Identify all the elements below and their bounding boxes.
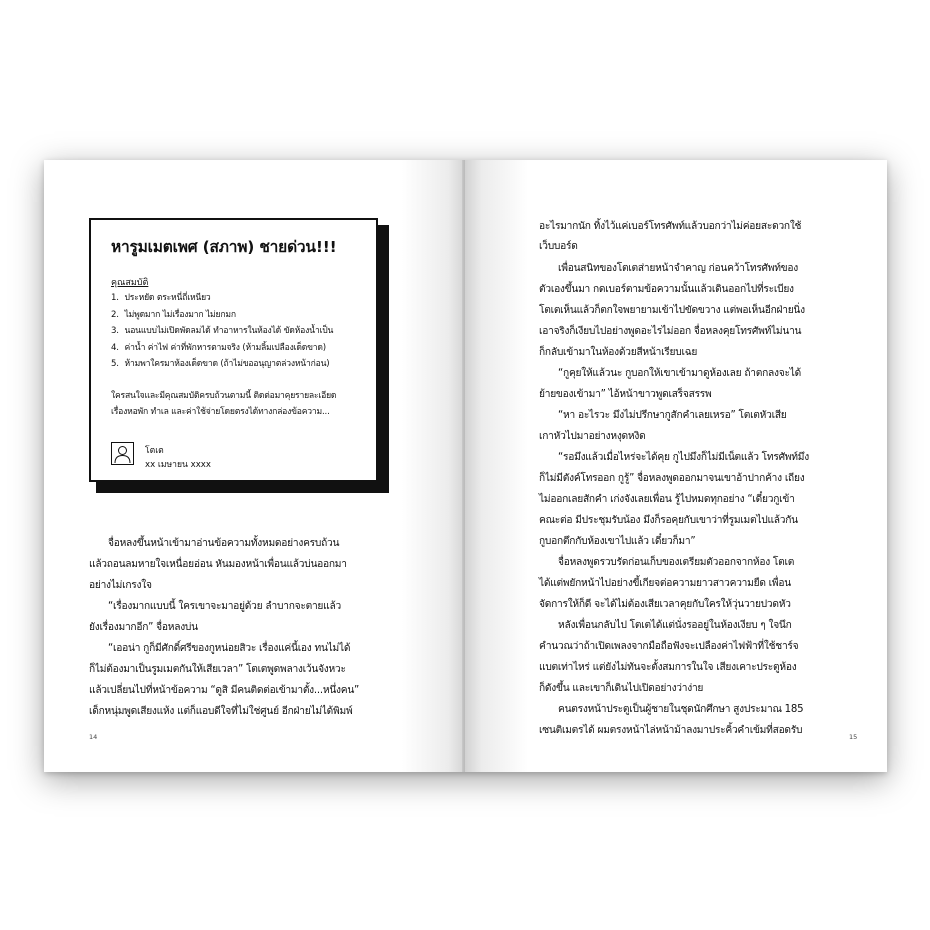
text-line: เซนติเมตรได้ ผมตรงหน้าไล่หน้าม้าลงมาประคิ้วคำเข้มที่สอดรับ <box>539 725 803 736</box>
ad-box <box>89 218 378 482</box>
text-line: ตัวเองขึ้นมา กดเบอร์ตามข้อความนั้นแล้วเดินออกไปที่ระเบียง <box>539 284 794 295</box>
text-line: ก็ไม่ต้องมาเป็นรูมเมตกันให้เสียเวลา” โตเตพูดพลางเว้นจังหวะ <box>89 664 346 675</box>
text-line: แล้วเปลี่ยนไปที่หน้าข้อความ “ดูสิ มีคนติดต่อเข้ามาตั้ง...หนึ่งคน” <box>89 685 360 696</box>
qualification-number: 1. <box>111 293 119 303</box>
text-line: จื่อหลงพูดรวบรัดก่อนเก็บของเตรียมตัวออกจากห้อง โตเต <box>558 557 795 568</box>
qualification-text: ห้ามพาใครมาห้องเด็ดขาด (ถ้าไม่ขออนุญาตล่วงหน้าก่อน) <box>124 359 330 369</box>
ad-contact-line: เรื่องหอพัก ทำเล และค่าใช้จ่ายโดยตรงได้ทางกล่องข้อความ... <box>111 407 330 417</box>
qualification-text: ประหยัด ตระหนี่ถี่เหนียว <box>124 293 211 303</box>
text-line: “เรื่องมากแบบนี้ ใครเขาจะมาอยู่ด้วย ลำบากจะตายแล้ว <box>108 601 341 612</box>
qualification-number: 5. <box>111 359 119 369</box>
qualification-text: ไม่พูดมาก ไม่เรื่องมาก ไม่ยกมก <box>124 309 236 320</box>
user-icon <box>112 443 133 464</box>
qualification-item <box>111 307 333 324</box>
qualification-item <box>111 323 333 340</box>
text-line: ก็ไม่มีตังค์โทรออก กูรู้” จื่อหลงพูดออกมาจนเขาอ้าปากค้าง เถียง <box>539 473 805 484</box>
text-line: อะไรมากนัก ทิ้งไว้แค่เบอร์โทรศัพท์แล้วบอกว่าไม่ค่อยสะดวกใช้ <box>539 221 802 232</box>
signature-name: โตเต <box>145 446 164 456</box>
text-line: ได้แต่พยักหน้าไปอย่างขี้เกียจต่อความยาวสาวความยืด เพื่อน <box>539 578 791 589</box>
text-line: ไม่ออกเลยสักคำ เก่งจังเลยเพื่อน รู้ไปหมดทุกอย่าง “เดี๋ยวกูเข้า <box>539 494 795 505</box>
text-line: คำนวณว่าถ้าเปิดเพลงจากมือถือฟังจะเปลืองค่าไฟฟ้าที่ใช้ชาร์จ <box>539 641 799 652</box>
qualification-item <box>111 356 333 373</box>
text-line: ยังเรื่องมากอีก” จื่อหลงบ่น <box>89 622 198 633</box>
qualifications-heading: คุณสมบัติ <box>111 278 149 288</box>
qualifications-list <box>111 290 333 373</box>
text-line: เกาหัวไปมาอย่างหงุดหงิด <box>539 431 646 442</box>
text-line: ย้ายของเข้ามา” ไอ้หน้าขาวพูดเสร็จสรรพ <box>539 389 712 400</box>
qualification-text: นอนแบบไม่เปิดพัดลมได้ ทำอาหารในห้องได้ ขัดห้องน้ำเป็น <box>124 326 334 336</box>
qualification-number: 4. <box>111 342 119 353</box>
page-number: 14 <box>89 733 98 741</box>
text-line: หลังเพื่อนกลับไป โตเตได้แต่นั่งรออยู่ในห้องเงียบ ๆ ใจนึก <box>558 620 792 631</box>
ad-contact-text <box>111 388 371 420</box>
text-line: จัดการให้ก็ดี จะได้ไม่ต้องเสียเวลาคุยกับใครให้วุ่นวายปวดหัว <box>539 599 791 610</box>
text-line: คณะต่อ มีประชุมรับน้อง มึงก็รอคุยกับเขาว่าที่รูมเมตไปแล้วกัน <box>539 515 798 526</box>
text-line: เอาจริงก็เงียบไปอย่างพูดอะไรไม่ออก จื่อหลงคุยโทรศัพท์ไม่นาน <box>539 326 802 337</box>
qualification-number: 2. <box>111 309 119 320</box>
qualification-item <box>111 340 333 357</box>
text-line: จื่อหลงขึ้นหน้าเข้ามาอ่านข้อความทั้งหมดอย่างครบถ้วน <box>108 538 340 549</box>
avatar <box>111 442 134 465</box>
text-line: “รอมึงแล้วเมื่อไหร่จะได้คุย กูไปมึงก็ไม่มีเน็ตแล้ว โทรศัพท์มึง <box>558 452 809 463</box>
ad-title: หารูมเมตเพศ (สภาพ) ชายด่วน!!! <box>111 238 337 256</box>
page-number: 15 <box>849 733 858 741</box>
text-line: “หา อะไรวะ มึงไม่ปรึกษากูสักคำเลยเหรอ” โตเตหัวเสีย <box>558 410 787 421</box>
text-line: ก็กลับเข้ามาในห้องด้วยสีหน้าเรียบเฉย <box>539 347 698 358</box>
left-page <box>44 160 465 772</box>
book-spread <box>44 160 887 772</box>
text-line: เด็กหนุ่มพูดเสียงแห้ง แต่ก็แอบดีใจที่ไม่ใช่ศูนย์ อีกฝ่ายไม่ได้พิมพ์ <box>89 706 353 717</box>
text-line: แบตเท่าไหร่ แต่ยังไม่ทันจะตั้งสมการในใจ เสียงเคาะประตูห้อง <box>539 662 797 673</box>
text-line: กูบอกตึกกับห้องเขาไปแล้ว เดี๋ยวก็มา” <box>539 536 696 547</box>
text-line: แล้วถอนลมหายใจเหนื่อยอ่อน หันมองหน้าเพื่อนแล้วบ่นออกมา <box>89 559 347 570</box>
text-line: เพื่อนสนิทของโตเตส่ายหน้าจำคาญ ก่อนคว้าโทรศัพท์ของ <box>558 263 798 274</box>
right-page <box>465 160 887 772</box>
text-line: โตเตเห็นแล้วก็ตกใจพยายามเข้าไปขัดขวาง แต่พอเห็นอีกฝ่ายนิ่ง <box>539 305 805 316</box>
text-line: คนตรงหน้าประตูเป็นผู้ชายในชุดนักศึกษา สูงประมาณ 185 <box>558 704 804 715</box>
qualification-item <box>111 290 333 307</box>
text-line: เว็บบอร์ด <box>539 241 578 252</box>
qualification-number: 3. <box>111 326 119 336</box>
text-line: “กูคุยให้แล้วนะ กูบอกให้เขาเข้ามาดูห้องเลย ถ้าตกลงจะได้ <box>558 368 801 379</box>
qualification-text: ค่าน้ำ ค่าไฟ ค่าที่พักหารตามจริง (ห้ามลิ้มเปลืองเด็ดขาด) <box>124 342 326 353</box>
text-line: อย่างไม่เกรงใจ <box>89 580 152 591</box>
signature-date: xx เมษายน xxxx <box>145 460 211 470</box>
text-line: “เออน่า กูก็มีศักดิ์ศรีของกูหน่อยสิวะ เรื่องแค่นี้เอง ทนไม่ได้ <box>108 643 351 654</box>
ad-contact-line: ใครสนใจและมีคุณสมบัติครบถ้วนตามนี้ ติดต่อมาคุยรายละเอียด <box>111 391 337 401</box>
text-line: ก็ดังขึ้น และเขาก็เดินไปเปิดอย่างว่าง่าย <box>539 683 704 694</box>
